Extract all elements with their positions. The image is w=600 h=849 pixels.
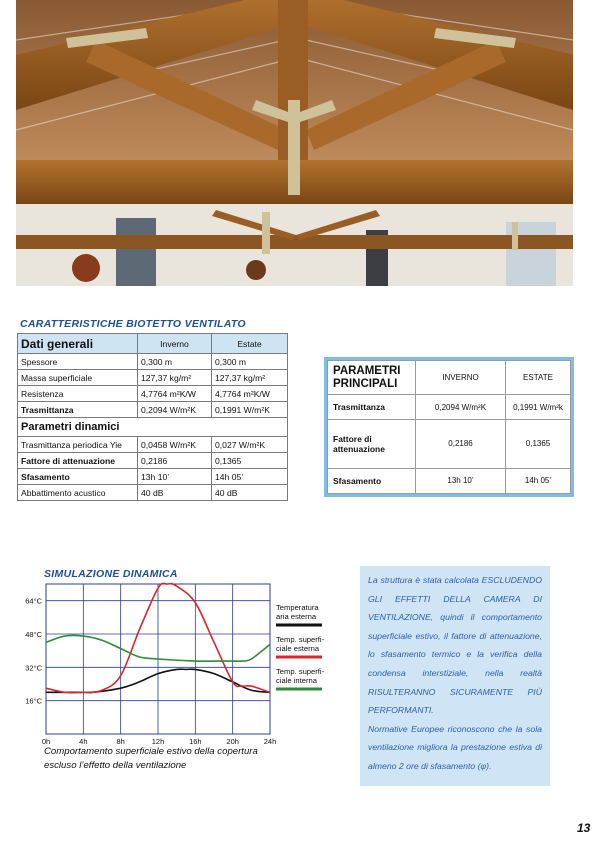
x-tick-label: 0h xyxy=(41,737,51,745)
dynamic-simulation-chart xyxy=(0,580,340,745)
table-row: Trasmittanza 0,2094 W/m²K 0,1991 W/m²K xyxy=(18,402,288,418)
y-tick-label: 32°C xyxy=(25,663,42,673)
note-box xyxy=(360,566,550,786)
roof-photo xyxy=(16,0,573,286)
table-row: Sfasamento 13h 10’ 14h 05’ xyxy=(18,469,288,485)
chart-title: SIMULAZIONE DINAMICA xyxy=(44,568,178,580)
x-tick-label: 16h xyxy=(189,737,202,745)
col-summer: ESTATE xyxy=(506,361,571,395)
legend-label: aria esterna xyxy=(276,612,317,621)
legend-label: ciale interna xyxy=(276,676,317,685)
legend-label: Temperatura xyxy=(276,603,319,612)
subheader-row xyxy=(18,418,288,437)
header-winter: Inverno xyxy=(138,334,212,354)
table-row: Sfasamento 13h 10’ 14h 05’ xyxy=(328,468,571,493)
legend-label: ciale esterna xyxy=(276,644,320,653)
y-tick-label: 48°C xyxy=(25,630,42,639)
table1-title: CARATTERISTICHE BIOTETTO VENTILATO xyxy=(20,318,246,330)
note-paragraph-2: Normative Europee riconoscono che la sola ventilazione migliora la prestazione estiva di almeno 2 ore di sfasamento (φ). xyxy=(368,723,542,771)
table-row: Spessore 0,300 m 0,300 m xyxy=(18,354,288,370)
x-tick-label: 20h xyxy=(226,737,239,745)
y-tick-label: 64°C xyxy=(25,596,42,606)
x-tick-label: 24h xyxy=(263,737,277,745)
page-number: 13 xyxy=(577,821,591,835)
table-row: Trasmittanza periodica Yie 0,0458 W/m²K 0,027 W/m²K xyxy=(18,437,288,453)
table-row: Trasmittanza 0,2094 W/m²K 0,1991 W/m²k xyxy=(328,395,571,420)
note-paragraph-1: La struttura è stata calcolata ESCLUDENDO GLI EFFETTI DELLA CAMERA DI VENTILAZIONE, quindi il comportamento superficiale estivo, il fattore di attenuazione, lo sfasamento termico e la verifica della condensa interstiziale, nella realtà RISULTERANNO SICURAMENTE PIÙ PERFORMANTI. xyxy=(368,575,542,716)
x-tick-label: 12h xyxy=(151,737,165,745)
subheader: Parametri dinamici xyxy=(18,418,288,437)
table-row: Massa superficiale 127,37 kg/m² 127,37 kg/m² xyxy=(18,370,288,386)
main-parameters-box xyxy=(324,357,574,497)
table-row: Fattore di attenuazione 0,2186 0,1365 xyxy=(328,420,571,468)
table-row: Fattore di attenuazione 0,2186 0,1365 xyxy=(18,453,288,469)
header-label: Dati generali xyxy=(18,334,138,354)
x-tick-label: 4h xyxy=(79,737,88,745)
legend-label: Temp. superfi- xyxy=(276,635,325,644)
table2-title: PARAMETRI PRINCIPALI xyxy=(328,361,416,395)
header-summer: Estate xyxy=(212,334,288,354)
col-winter: INVERNO xyxy=(416,361,506,395)
y-tick-label: 16°C xyxy=(25,696,42,706)
table-row: Resistenza 4,7764 m²K/W 4,7764 m²K/W xyxy=(18,386,288,402)
legend-label: Temp. superfi- xyxy=(276,667,325,676)
table-row: Abbattimento acustico 40 dB 40 dB xyxy=(18,485,288,501)
main-parameters-table xyxy=(327,360,571,494)
characteristics-table xyxy=(17,333,288,501)
x-tick-label: 8h xyxy=(116,737,125,745)
chart-caption: Comportamento superficiale estivo della copertura escluso l’effetto della ventilazione xyxy=(44,746,258,771)
